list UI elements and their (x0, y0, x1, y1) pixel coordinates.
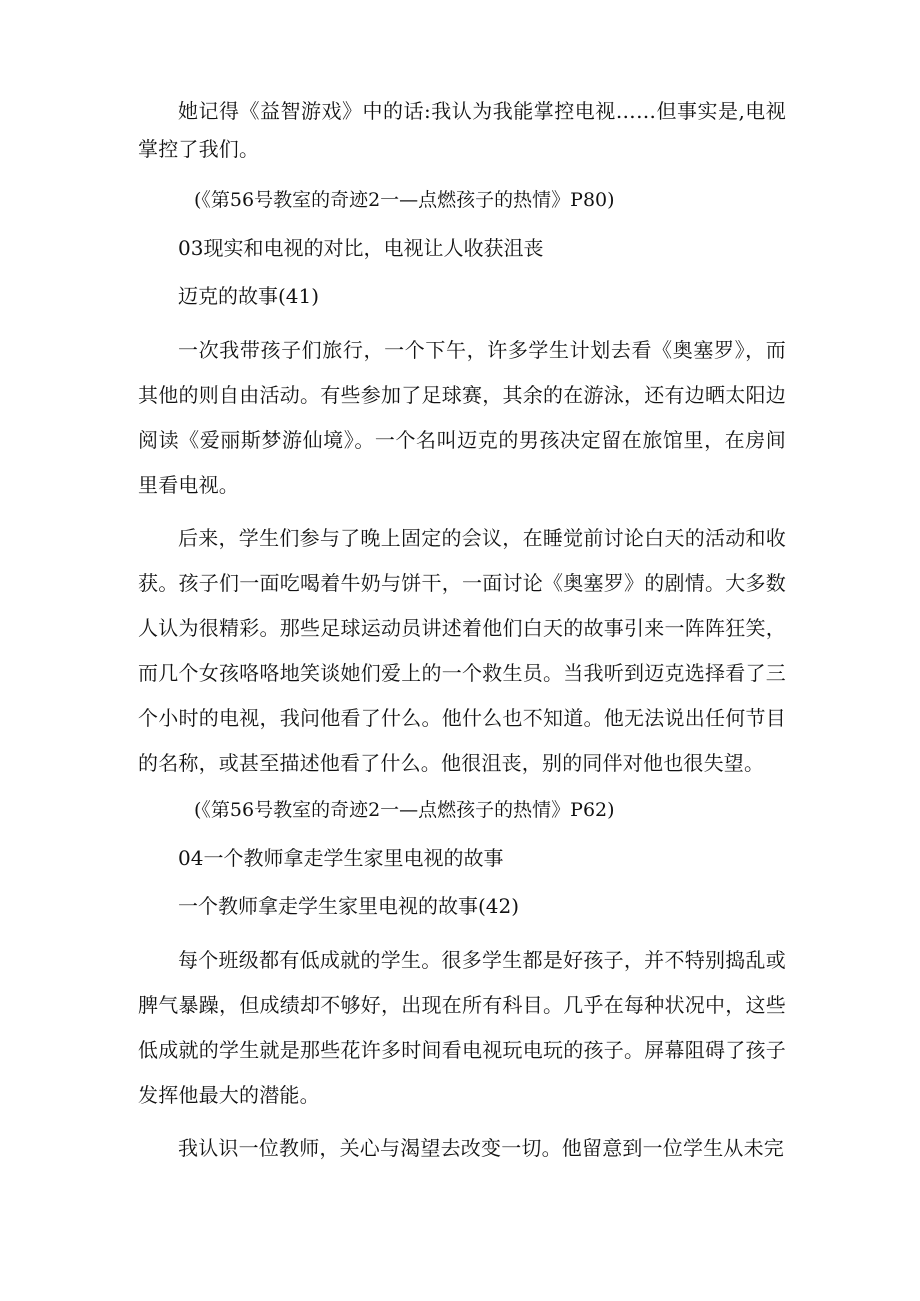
paragraph-trip: 一次我带孩子们旅行，一个下午，许多学生计划去看《奥塞罗》，而其他的则自由活动。有些参加了足球赛，其余的在游泳，还有边晒太阳边阅读《爱丽斯梦游仙境》。一个名叫迈克的男孩决定留在旅馆里，在房间里看电视。 (138, 338, 786, 497)
document-page (138, 92, 786, 1171)
story-title-teacher: 一个教师拿走学生家里电视的故事(42) (178, 894, 520, 918)
paragraph-low-achievers: 每个班级都有低成就的学生。很多学生都是好孩子，并不特别捣乱或脾气暴躁，但成绩却不够好，出现在所有科目。几乎在每种状况中，这些低成就的学生就是那些花许多时间看电视玩电玩的孩子。屏幕阻碍了孩子发挥他最大的潜能。 (138, 948, 786, 1107)
paragraph-teacher: 我认识一位教师，关心与渴望去改变一切。他留意到一位学生从未完 (178, 1136, 784, 1160)
paragraph-quote-intro: 她记得《益智游戏》中的话:我认为我能掌控电视……但事实是,电视掌控了我们。 (138, 99, 786, 161)
section-heading-03: 03现实和电视的对比，电视让人收获沮丧 (178, 236, 544, 260)
section-heading-04: 04一个教师拿走学生家里电视的故事 (178, 846, 504, 870)
citation-p80: (《第56号教室的奇迹2一—点燃孩子的热情》P80) (194, 189, 615, 211)
citation-p62: (《第56号教室的奇迹2一—点燃孩子的热情》P62) (194, 799, 615, 821)
story-title-mike: 迈克的故事(41) (178, 284, 320, 308)
paragraph-evening-meeting: 后来，学生们参与了晚上固定的会议，在睡觉前讨论白天的活动和收获。孩子们一面吃喝着牛奶与饼干，一面讨论《奥塞罗》的剧情。大多数人认为很精彩。那些足球运动员讲述着他们白天的故事引来一阵阵狂笑，而几个女孩咯咯地笑谈她们爱上的一个救生员。当我听到迈克选择看了三个小时的电视，我问他看了什么。他什么也不知道。他无法说出任何节目的名称，或甚至描述他看了什么。他很沮丧，别的同伴对他也很失望。 (138, 526, 786, 775)
